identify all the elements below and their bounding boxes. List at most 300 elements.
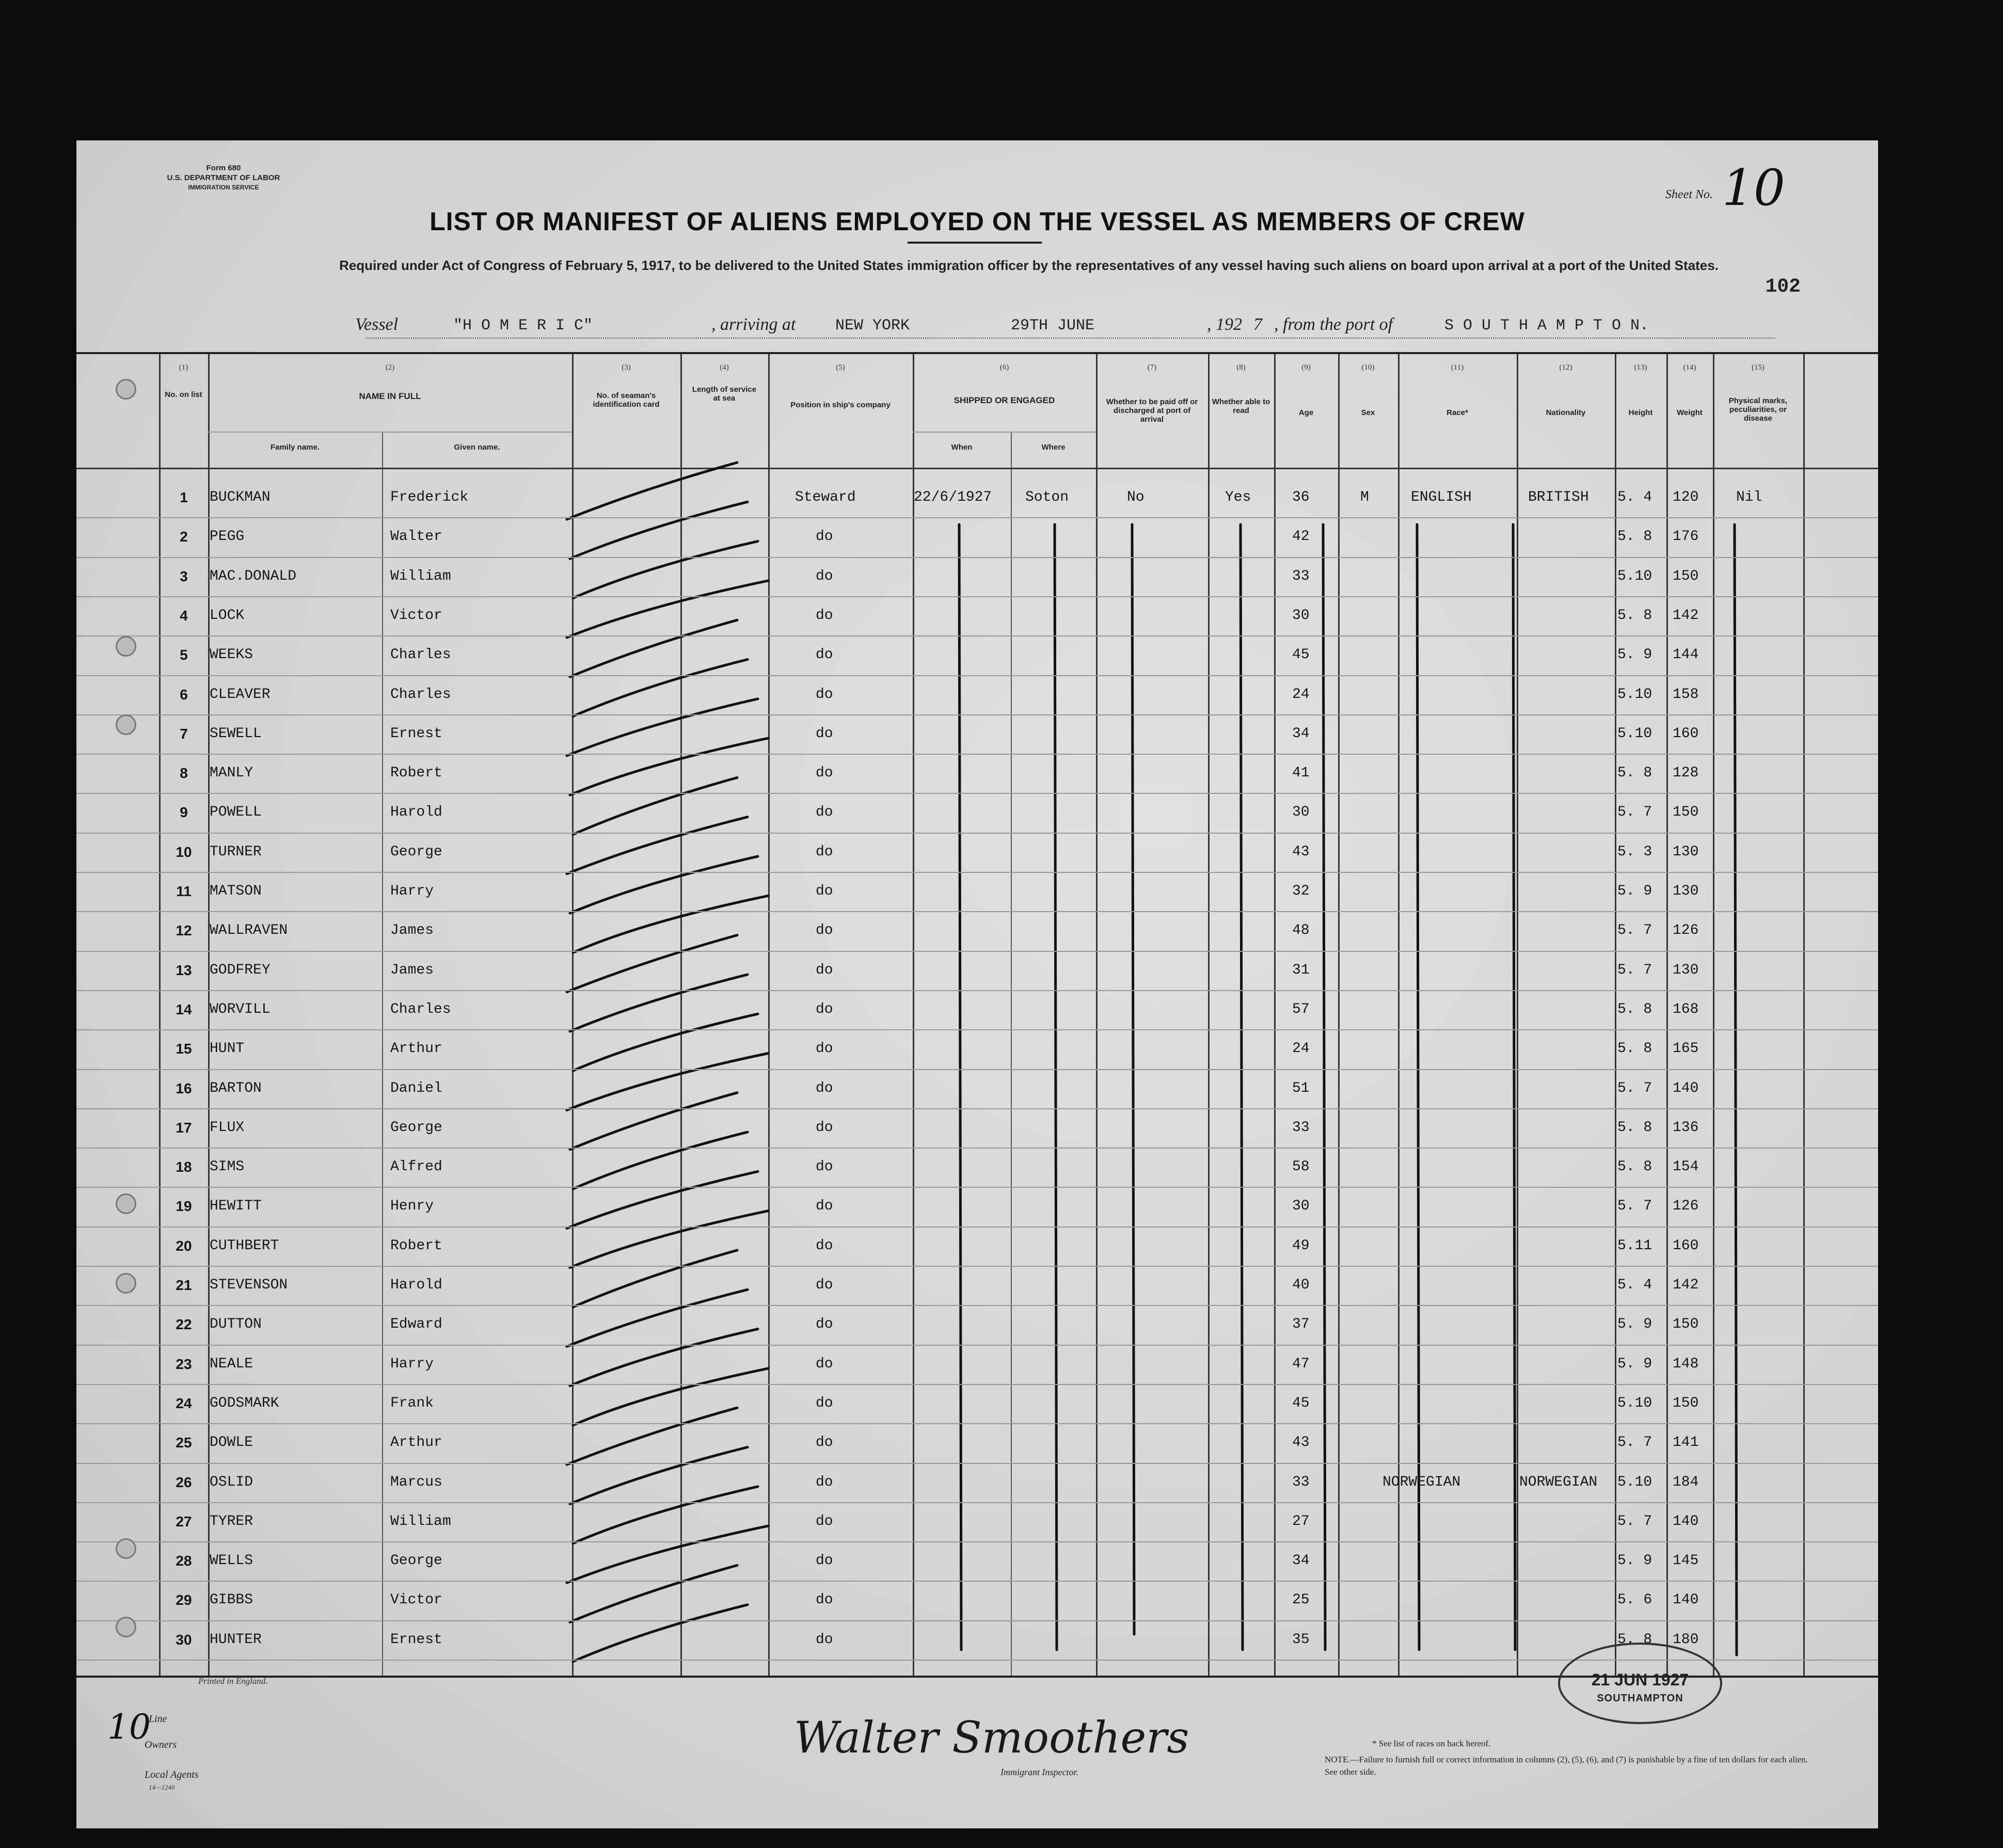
form-header [138, 163, 309, 193]
family-name: STEVENSON [210, 1277, 288, 1293]
row-number: 6 [180, 686, 188, 703]
col-15-header: Physical marks, peculiarities, or disease [1728, 396, 1788, 423]
punch-hole [116, 714, 136, 735]
col-4-header: Length of service at sea [692, 385, 757, 403]
family-name: NEALE [210, 1356, 253, 1372]
height-value: 5. 9 [1617, 1316, 1652, 1333]
height-value: 5.10 [1617, 568, 1652, 584]
vessel-name: "H O M E R I C" [453, 317, 593, 334]
given-name: Ernest [390, 1631, 442, 1648]
family-name: DOWLE [210, 1435, 253, 1451]
race-value: NORWEGIAN [1382, 1474, 1461, 1490]
height-value: 5. 4 [1617, 1277, 1652, 1293]
given-name: Robert [390, 1237, 442, 1254]
given-name: Frederick [390, 489, 469, 505]
row-number: 4 [180, 607, 188, 624]
given-name: Robert [390, 765, 442, 782]
table-row [76, 1345, 1878, 1384]
family-name: TYRER [210, 1513, 253, 1530]
weight-value: 148 [1673, 1356, 1699, 1372]
table-row [76, 635, 1878, 675]
col-6-header: SHIPPED OR ENGAGED [953, 395, 1055, 405]
age-value: 45 [1292, 647, 1310, 663]
weight-value: 140 [1673, 1592, 1699, 1608]
departure-port: S O U T H A M P T O N. [1444, 317, 1649, 334]
ship-position: do [816, 962, 833, 978]
age-value: 35 [1292, 1631, 1310, 1648]
age-value: 25 [1292, 1592, 1310, 1608]
ship-position: do [816, 1001, 833, 1017]
age-value: 24 [1292, 1041, 1310, 1057]
line-label: Line [149, 1713, 167, 1725]
col-2-header: NAME IN FULL [359, 391, 421, 401]
height-value: 5. 7 [1617, 962, 1652, 978]
given-name: Victor [390, 607, 442, 624]
family-name: DUTTON [210, 1316, 262, 1333]
col-2-number: (2) [385, 363, 395, 372]
punch-hole [116, 636, 136, 657]
page-title: LIST OR MANIFEST OF ALIENS EMPLOYED ON THE VESSEL AS MEMBERS OF CREW [430, 207, 1525, 236]
stamp-date: 21 JUN 1927 [1591, 1670, 1689, 1689]
handwritten-number: 10 [107, 1707, 151, 1747]
col-7-number: (7) [1147, 363, 1157, 372]
height-value: 5. 8 [1617, 1159, 1652, 1175]
height-value: 5.10 [1617, 1474, 1652, 1490]
weight-value: 126 [1673, 922, 1699, 939]
age-value: 47 [1292, 1356, 1310, 1372]
given-name-header: Given name. [454, 443, 500, 452]
ship-position: do [816, 647, 833, 663]
row-number: 16 [176, 1080, 192, 1096]
col-14-header: Weight [1677, 408, 1703, 417]
height-value: 5. 9 [1617, 883, 1652, 899]
col-5-number: (5) [836, 363, 845, 372]
row-number: 1 [180, 489, 188, 505]
height-value: 5. 8 [1617, 1001, 1652, 1017]
family-name: MATSON [210, 883, 262, 899]
family-name: FLUX [210, 1119, 245, 1136]
ship-position: do [816, 1237, 833, 1254]
row-number: 10 [176, 843, 192, 860]
row-number: 17 [176, 1119, 192, 1136]
table-row [76, 557, 1878, 596]
where-header: Where [1041, 443, 1066, 452]
row-number: 30 [176, 1631, 192, 1648]
weight-value: 130 [1673, 843, 1699, 860]
weight-value: 141 [1673, 1435, 1699, 1451]
table-row [76, 872, 1878, 911]
age-value: 31 [1292, 962, 1310, 978]
given-name: Harold [390, 1277, 442, 1293]
given-name: Harry [390, 1356, 434, 1372]
given-name: Harold [390, 804, 442, 821]
owners-label: Owners [145, 1739, 177, 1750]
weight-value: 165 [1673, 1041, 1699, 1057]
family-name: CLEAVER [210, 686, 271, 703]
table-row [76, 1226, 1878, 1266]
table-row [76, 951, 1878, 990]
col-8-header: Whether able to read [1212, 397, 1270, 415]
weight-value: 126 [1673, 1198, 1699, 1215]
given-name: Arthur [390, 1041, 442, 1057]
row-number: 27 [176, 1513, 192, 1530]
ship-position: do [816, 1277, 833, 1293]
age-value: 33 [1292, 1474, 1310, 1490]
table-row [76, 1305, 1878, 1344]
table-row [76, 911, 1878, 950]
height-value: 5. 7 [1617, 1080, 1652, 1096]
table-row [76, 754, 1878, 793]
family-name: LOCK [210, 607, 245, 624]
family-name: HEWITT [210, 1198, 262, 1215]
ship-position: do [816, 765, 833, 782]
age-value: 34 [1292, 725, 1310, 742]
ship-position: do [816, 1474, 833, 1490]
height-value: 5.10 [1617, 686, 1652, 703]
family-name-header: Family name. [270, 443, 320, 452]
table-row [76, 596, 1878, 635]
table-row [76, 1423, 1878, 1462]
sheet-number-value: 10 [1722, 159, 1785, 217]
col-3-header: No. of seaman's identification card [593, 391, 660, 409]
family-name: WEEKS [210, 647, 253, 663]
year-digit: 7 [1253, 315, 1262, 334]
ship-position: do [816, 1316, 833, 1333]
weight-value: 168 [1673, 1001, 1699, 1017]
age-value: 45 [1292, 1395, 1310, 1411]
col-13-number: (13) [1634, 363, 1647, 372]
col-11-number: (11) [1451, 363, 1464, 372]
row-number: 19 [176, 1198, 192, 1215]
family-name: HUNTER [210, 1631, 262, 1648]
punch-hole [116, 1617, 136, 1637]
col-6-number: (6) [999, 363, 1009, 372]
ship-position: do [816, 1080, 833, 1096]
weight-value: 136 [1673, 1119, 1699, 1136]
table-row [76, 675, 1878, 714]
age-value: 33 [1292, 568, 1310, 584]
weight-value: 130 [1673, 962, 1699, 978]
age-value: 27 [1292, 1513, 1310, 1530]
given-name: Arthur [390, 1435, 442, 1451]
ship-position: do [816, 1435, 833, 1451]
ship-position: do [816, 686, 833, 703]
shipped-where: Soton [1025, 489, 1069, 505]
height-value: 5. 7 [1617, 804, 1652, 821]
nationality-value: BRITISH [1528, 489, 1589, 505]
col-7-header: Whether to be paid off or discharged at port of arrival [1106, 397, 1198, 424]
ship-position: do [816, 1198, 833, 1215]
given-name: William [390, 568, 451, 584]
row-number: 23 [176, 1356, 192, 1372]
printed-note: Printed in England. [198, 1676, 268, 1686]
ship-position: do [816, 883, 833, 899]
age-value: 42 [1292, 529, 1310, 545]
family-name: BUCKMAN [210, 489, 271, 505]
col-13-header: Height [1628, 408, 1653, 417]
age-value: 57 [1292, 1001, 1310, 1017]
inspector-signature: Walter Smoothers [794, 1712, 1189, 1763]
punch-hole [116, 1273, 136, 1294]
height-value: 5.11 [1617, 1237, 1652, 1254]
height-value: 5. 8 [1617, 1041, 1652, 1057]
agents-code: 14—1240 [149, 1783, 175, 1791]
row-number: 2 [180, 529, 188, 545]
height-value: 5. 7 [1617, 1198, 1652, 1215]
height-value: 5. 7 [1617, 922, 1652, 939]
age-value: 30 [1292, 1198, 1310, 1215]
arrival-port: NEW YORK [835, 317, 910, 334]
family-name: HUNT [210, 1041, 245, 1057]
stamp-place: SOUTHAMPTON [1597, 1693, 1683, 1704]
col-1-number: (1) [179, 363, 188, 372]
ship-position: do [816, 922, 833, 939]
row-number: 11 [176, 883, 192, 899]
row-number: 12 [176, 922, 192, 939]
row-number: 29 [176, 1592, 192, 1608]
family-name: MAC.DONALD [210, 568, 297, 584]
height-value: 5. 8 [1617, 607, 1652, 624]
col-3-number: (3) [622, 363, 631, 372]
table-row [76, 1384, 1878, 1423]
height-value: 5. 8 [1617, 1631, 1652, 1648]
given-name: Harry [390, 883, 434, 899]
penalty-note: NOTE.—Failure to furnish full or correct information in columns (2), (5), (6), and (7) is punishable by a fine of ten dollars for each alien. See other side. [1325, 1755, 1808, 1777]
row-number: 18 [176, 1159, 192, 1175]
table-row [76, 1148, 1878, 1187]
given-name: Charles [390, 686, 451, 703]
col-1-header: No. on list [165, 390, 202, 399]
ship-position: do [816, 1119, 833, 1136]
weight-value: 150 [1673, 1395, 1699, 1411]
height-value: 5. 8 [1617, 1119, 1652, 1136]
given-name: Frank [390, 1395, 434, 1411]
weight-value: 140 [1673, 1513, 1699, 1530]
ship-position: do [816, 725, 833, 742]
ship-position: do [816, 1159, 833, 1175]
able-to-read-value: Yes [1225, 489, 1251, 505]
shipped-when: 22/6/1927 [914, 489, 992, 505]
col-9-header: Age [1298, 408, 1314, 417]
weight-value: 128 [1673, 765, 1699, 782]
sex-value: M [1360, 489, 1369, 505]
age-value: 32 [1292, 883, 1310, 899]
race-footnote: * See list of races on back hereof. [1372, 1739, 1491, 1748]
age-value: 43 [1292, 1435, 1310, 1451]
row-number: 13 [176, 962, 192, 978]
given-name: James [390, 962, 434, 978]
height-value: 5. 8 [1617, 765, 1652, 782]
family-name: BARTON [210, 1080, 262, 1096]
page-subtitle: Required under Act of Congress of February 5, 1917, to be delivered to the United States immigration officer by the representatives of any vessel having such aliens on board upon arrival at a port of the United States. [339, 258, 1719, 273]
age-value: 34 [1292, 1553, 1310, 1569]
ship-position: do [816, 843, 833, 860]
ship-position: do [816, 1041, 833, 1057]
punch-hole [116, 1193, 136, 1214]
given-name: Edward [390, 1316, 442, 1333]
given-name: Victor [390, 1592, 442, 1608]
service-name: IMMIGRATION SERVICE [188, 184, 259, 191]
weight-value: 130 [1673, 883, 1699, 899]
col-8-number: (8) [1236, 363, 1246, 372]
ship-position: do [816, 568, 833, 584]
col-14-number: (14) [1683, 363, 1696, 372]
table-row [76, 1187, 1878, 1226]
height-value: 5. 9 [1617, 1356, 1652, 1372]
table-row [76, 793, 1878, 832]
family-name: PEGG [210, 529, 245, 545]
from-port-label: , from the port of [1274, 315, 1393, 334]
table-row [76, 990, 1878, 1029]
age-value: 30 [1292, 804, 1310, 821]
age-value: 36 [1292, 489, 1310, 505]
given-name: George [390, 843, 442, 860]
table-row [76, 1266, 1878, 1305]
family-name: GODFREY [210, 962, 271, 978]
ship-position: do [816, 1356, 833, 1372]
row-number: 28 [176, 1553, 192, 1569]
weight-value: 140 [1673, 1080, 1699, 1096]
family-name: WELLS [210, 1553, 253, 1569]
age-value: 41 [1292, 765, 1310, 782]
table-row [76, 833, 1878, 872]
ship-position: do [816, 1513, 833, 1530]
col-11-header: Race* [1446, 408, 1468, 417]
ship-position: do [816, 1631, 833, 1648]
given-name: Walter [390, 529, 442, 545]
age-value: 24 [1292, 686, 1310, 703]
family-name: CUTHBERT [210, 1237, 279, 1254]
row-number: 14 [176, 1001, 192, 1017]
table-row [76, 1541, 1878, 1581]
col-4-number: (4) [720, 363, 729, 372]
col-9-number: (9) [1301, 363, 1311, 372]
family-name: OSLID [210, 1474, 253, 1490]
given-name: Charles [390, 647, 451, 663]
form-number: Form 680 [206, 164, 241, 172]
sheet-number-label: Sheet No. [1665, 188, 1713, 201]
family-name: SEWELL [210, 725, 262, 742]
age-value: 33 [1292, 1119, 1310, 1136]
row-number: 22 [176, 1316, 192, 1333]
age-value: 48 [1292, 922, 1310, 939]
department-name: U.S. DEPARTMENT OF LABOR [167, 173, 280, 182]
family-name: GIBBS [210, 1592, 253, 1608]
col-10-number: (10) [1361, 363, 1375, 372]
family-name: MANLY [210, 765, 253, 782]
row-number: 8 [180, 765, 188, 782]
local-agents-label: Local Agents [145, 1769, 199, 1780]
given-name: William [390, 1513, 451, 1530]
punch-hole [116, 1538, 136, 1559]
table-row [76, 714, 1878, 754]
nationality-value: NORWEGIAN [1519, 1474, 1598, 1490]
race-value: ENGLISH [1411, 489, 1472, 505]
punch-hole [116, 379, 136, 400]
given-name: Ernest [390, 725, 442, 742]
height-value: 5. 9 [1617, 647, 1652, 663]
age-value: 43 [1292, 843, 1310, 860]
height-value: 5. 9 [1617, 1553, 1652, 1569]
height-value: 5. 6 [1617, 1592, 1652, 1608]
weight-value: 184 [1673, 1474, 1699, 1490]
age-value: 49 [1292, 1237, 1310, 1254]
height-value: 5. 4 [1617, 489, 1652, 505]
row-number: 15 [176, 1041, 192, 1057]
row-number: 7 [180, 725, 188, 742]
title-underline [908, 242, 1042, 244]
height-value: 5.10 [1617, 1395, 1652, 1411]
weight-value: 176 [1673, 529, 1699, 545]
weight-value: 120 [1673, 489, 1699, 505]
given-name: James [390, 922, 434, 939]
weight-value: 142 [1673, 607, 1699, 624]
weight-value: 180 [1673, 1631, 1699, 1648]
table-row [76, 1502, 1878, 1541]
weight-value: 150 [1673, 1316, 1699, 1333]
weight-value: 154 [1673, 1159, 1699, 1175]
ship-position: do [816, 1395, 833, 1411]
given-name: George [390, 1553, 442, 1569]
year-label: , 192 [1207, 315, 1242, 334]
crew-table [76, 352, 1878, 1678]
col-12-header: Nationality [1546, 408, 1586, 417]
ship-position: do [816, 1553, 833, 1569]
row-number: 5 [180, 647, 188, 663]
weight-value: 142 [1673, 1277, 1699, 1293]
table-row [76, 1108, 1878, 1148]
table-row [76, 1581, 1878, 1620]
height-value: 5.10 [1617, 725, 1652, 742]
row-number: 20 [176, 1237, 192, 1254]
weight-value: 160 [1673, 725, 1699, 742]
arrival-date: 29TH JUNE [1011, 317, 1095, 334]
height-value: 5. 3 [1617, 843, 1652, 860]
table-row [76, 1029, 1878, 1069]
family-name: POWELL [210, 804, 262, 821]
row-number: 21 [176, 1277, 192, 1293]
ship-position: do [816, 804, 833, 821]
given-name: Henry [390, 1198, 434, 1215]
arriving-label: , arriving at [711, 315, 796, 334]
col-10-header: Sex [1361, 408, 1375, 417]
given-name: Daniel [390, 1080, 442, 1096]
inspector-label: Immigrant Inspector. [1000, 1767, 1078, 1777]
family-name: WALLRAVEN [210, 922, 288, 939]
vessel-line-rule [365, 338, 1775, 339]
family-name: GODSMARK [210, 1395, 279, 1411]
row-number: 24 [176, 1395, 192, 1411]
when-header: When [951, 443, 973, 452]
manifest-sheet [76, 140, 1878, 1828]
ship-position: Steward [795, 489, 856, 505]
col-12-number: (12) [1559, 363, 1572, 372]
age-value: 51 [1292, 1080, 1310, 1096]
weight-value: 144 [1673, 647, 1699, 663]
weight-value: 160 [1673, 1237, 1699, 1254]
col-15-number: (15) [1752, 363, 1764, 372]
height-value: 5. 8 [1617, 529, 1652, 545]
weight-value: 145 [1673, 1553, 1699, 1569]
vessel-line [278, 315, 1775, 338]
given-name: George [390, 1119, 442, 1136]
row-number: 9 [180, 804, 188, 821]
table-row [76, 478, 1878, 517]
height-value: 5. 7 [1617, 1513, 1652, 1530]
family-name: SIMS [210, 1159, 245, 1175]
ship-position: do [816, 1592, 833, 1608]
given-name: Alfred [390, 1159, 442, 1175]
